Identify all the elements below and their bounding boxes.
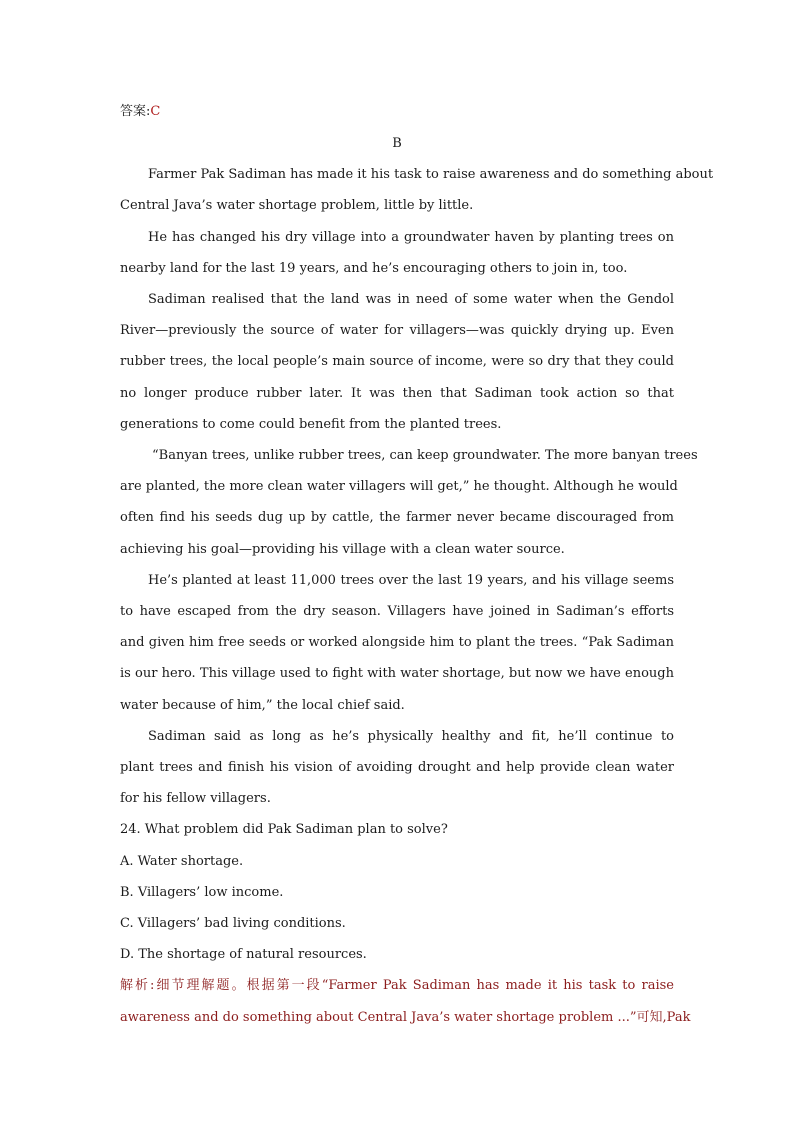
passage-line: He has changed his dry village into a groundwater haven by planting trees on [148,230,674,245]
passage-line: Sadiman said as long as he’s physically healthy and fit, he’ll continue to [148,729,674,744]
analysis-line: 解析:细节理解题。根据第一段“Farmer Pak Sadiman has made it his task to raise [120,978,674,993]
passage-line: rubber trees, the local people’s main source of income, were so dry that they could [120,354,674,369]
passage-line: plant trees and finish his vision of avoiding drought and help provide clean water [120,760,674,775]
option-b: B. Villagers’ low income. [120,885,284,900]
answer-label: 答案: [120,104,151,119]
option-d: D. The shortage of natural resources. [120,947,367,962]
passage-line: are planted, the more clean water villagers will get,” he thought. Although he would [120,479,678,494]
answer-line [120,103,674,121]
passage-line: River—previously the source of water for villagers—was quickly drying up. Even [120,323,674,338]
passage-line: to have escaped from the dry season. Villagers have joined in Sadiman’s efforts [120,604,674,619]
passage-line: water because of him,” the local chief said. [120,698,405,713]
passage-line: and given him free seeds or worked alongside him to plant the trees. “Pak Sadiman [120,635,674,650]
passage-line: Farmer Pak Sadiman has made it his task to raise awareness and do something about [148,167,714,182]
passage-line: achieving his goal—providing his village with a clean water source. [120,542,565,557]
analysis-line: awareness and do something about Central Java’s water shortage problem ...”可知,Pak [120,1010,691,1025]
question-stem: 24. What problem did Pak Sadiman plan to solve? [120,822,448,837]
passage-line: often find his seeds dug up by cattle, the farmer never became discouraged from [120,510,674,525]
passage-line: Sadiman realised that the land was in need of some water when the Gendol [148,292,674,307]
option-a: A. Water shortage. [120,854,244,869]
passage-line: Central Java’s water shortage problem, little by little. [120,198,474,213]
passage-line: nearby land for the last 19 years, and he’s encouraging others to join in, too. [120,261,628,276]
section-heading: B [392,136,402,151]
passage-line: no longer produce rubber later. It was then that Sadiman took action so that [120,386,674,401]
passage-line: is our hero. This village used to fight with water shortage, but now we have enough [120,666,674,681]
answer-value: C [150,104,161,119]
passage-line: “Banyan trees, unlike rubber trees, can keep groundwater. The more banyan trees [152,448,698,463]
passage-line: for his fellow villagers. [120,791,271,806]
passage-line: generations to come could benefit from the planted trees. [120,417,502,432]
option-c: C. Villagers’ bad living conditions. [120,916,346,931]
passage-line: He’s planted at least 11,000 trees over the last 19 years, and his village seems [148,573,674,588]
